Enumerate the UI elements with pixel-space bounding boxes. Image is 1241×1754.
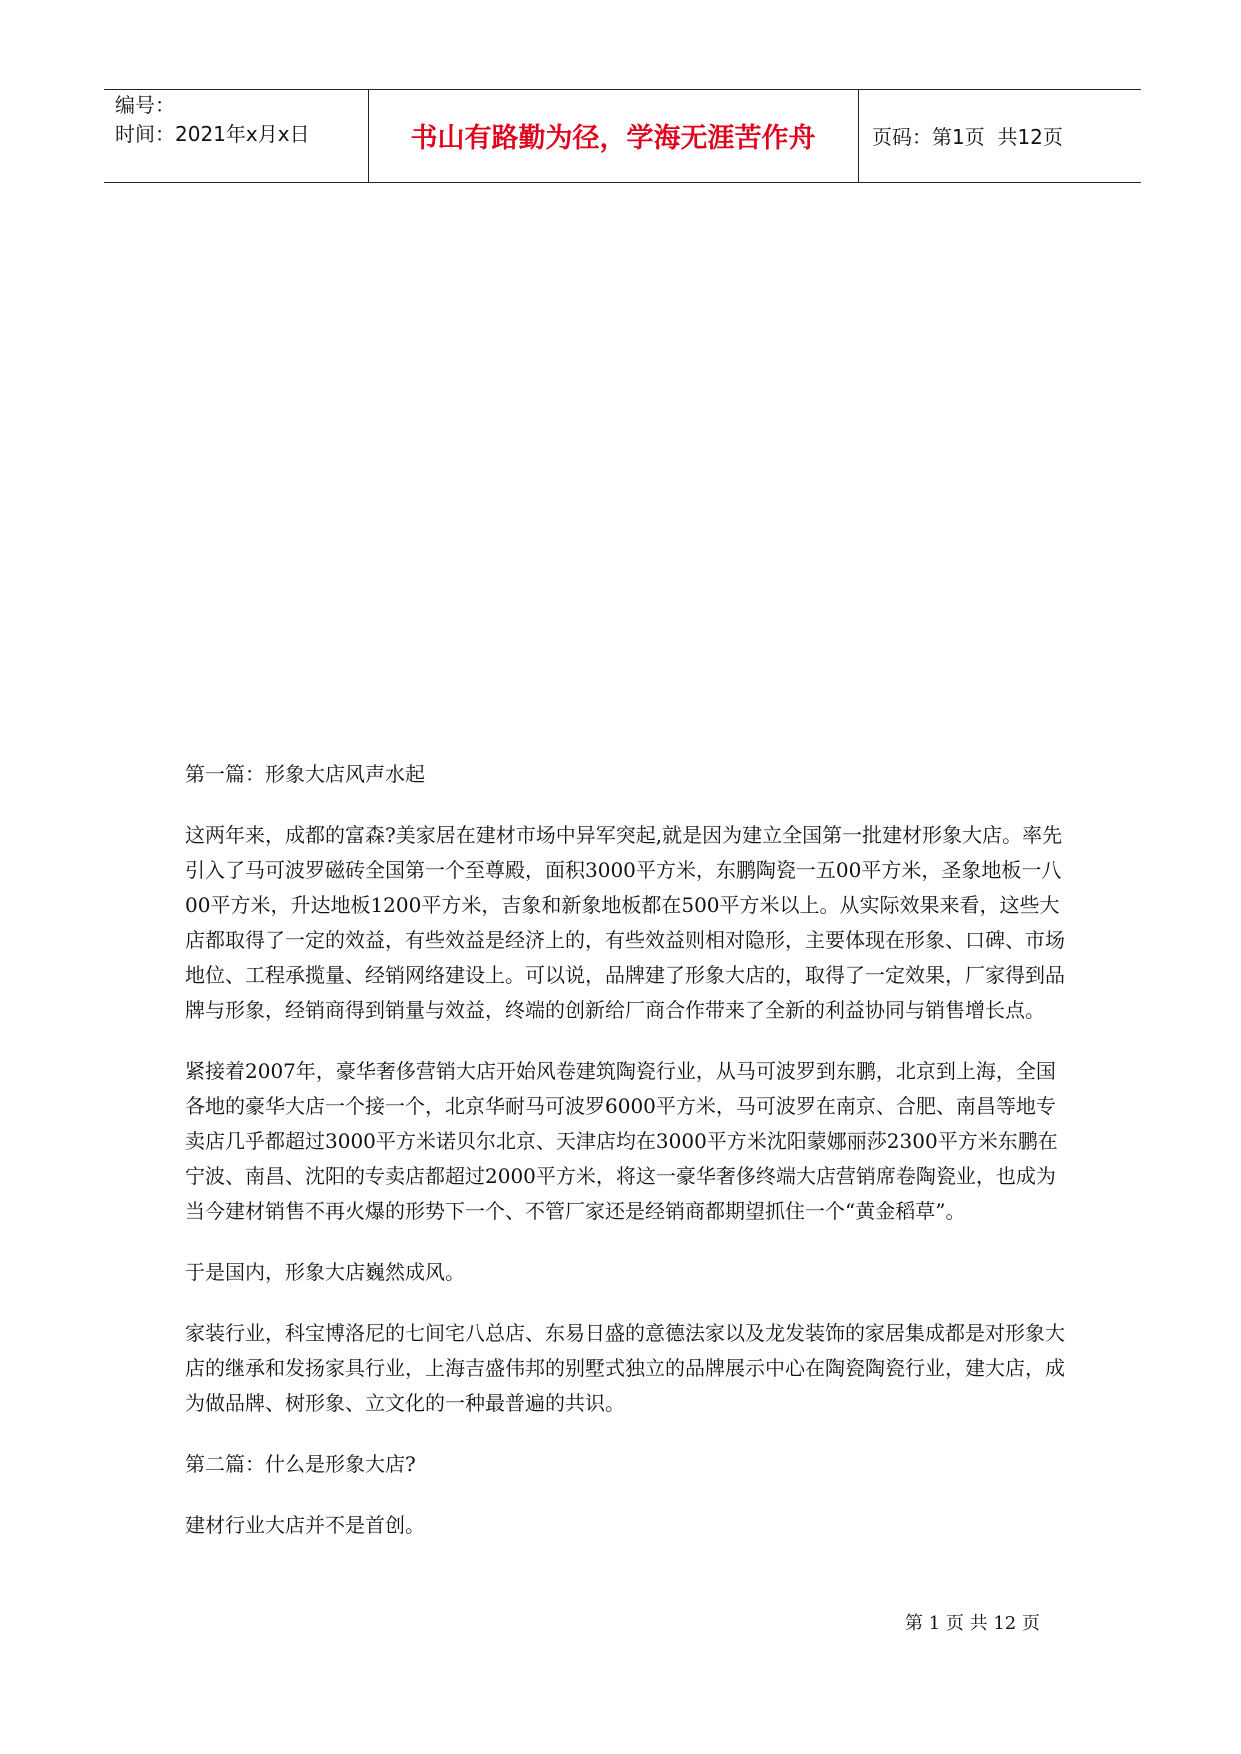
header-divider-right (858, 89, 859, 182)
page-footer-number: 第 1 页 共 12 页 (905, 1613, 1040, 1634)
header-meta (115, 91, 310, 149)
paragraph: 建材行业大店并不是首创。 (185, 1513, 425, 1537)
header-motto: 书山有路勤为径，学海无涯苦作舟 (410, 123, 816, 154)
paragraph: 这两年来，成都的富森?美家居在建材市场中异军突起,就是因为建立全国第一批建材形象大店。率先引入了马可波罗磁砖全国第一个至尊殿，面积3000平方米，东鹏陶瓷一五00平方米，圣象地板一八00平方米，升达地板1200平方米，吉象和新象地板都在500平方米以上。从实际效果来看，这些大店都取得了一定的效益，有些效益是经济上的，有些效益则相对隐形，主要体现在形象、口碑、市场地位、工程承揽量、经销网络建设上。可以说，品牌建了形象大店的，取得了一定效果，厂家得到品牌与形象，经销商得到销量与效益，终端的创新给厂商合作带来了全新的利益协同与销售增长点。 (185, 823, 1065, 1022)
document-number-label: 编号： (115, 93, 175, 117)
section-heading-1: 第一篇：形象大店风声水起 (185, 762, 425, 786)
document-time: 时间：2021年x月x日 (115, 122, 310, 146)
paragraph: 家装行业，科宝博洛尼的七间宅八总店、东易日盛的意德法家以及龙发装饰的家居集成都是对形象大店的继承和发扬家具行业，上海吉盛伟邦的别墅式独立的品牌展示中心在陶瓷陶瓷行业，建大店，成为做品牌、树形象、立文化的一种最普遍的共识。 (185, 1321, 1065, 1415)
header-bottom-rule (104, 182, 1141, 183)
paragraph: 紧接着2007年，豪华奢侈营销大店开始风卷建筑陶瓷行业，从马可波罗到东鹏，北京到上海，全国各地的豪华大店一个接一个，北京华耐马可波罗6000平方米，马可波罗在南京、合肥、南昌等地专卖店几乎都超过3000平方米诺贝尔北京、天津店均在3000平方米沈阳蒙娜丽莎2300平方米东鹏在宁波、南昌、沈阳的专卖店都超过2000平方米，将这一豪华奢侈终端大店营销席卷陶瓷业，也成为当今建材销售不再火爆的形势下一个、不管厂家还是经销商都期望抓住一个“黄金稻草”。 (185, 1059, 1058, 1223)
header-page-info: 页码：第1页 共12页 (872, 125, 1063, 149)
document-body (185, 757, 1065, 1569)
section-heading-2: 第二篇：什么是形象大店? (185, 1452, 416, 1476)
paragraph: 于是国内，形象大店巍然成风。 (185, 1260, 465, 1284)
